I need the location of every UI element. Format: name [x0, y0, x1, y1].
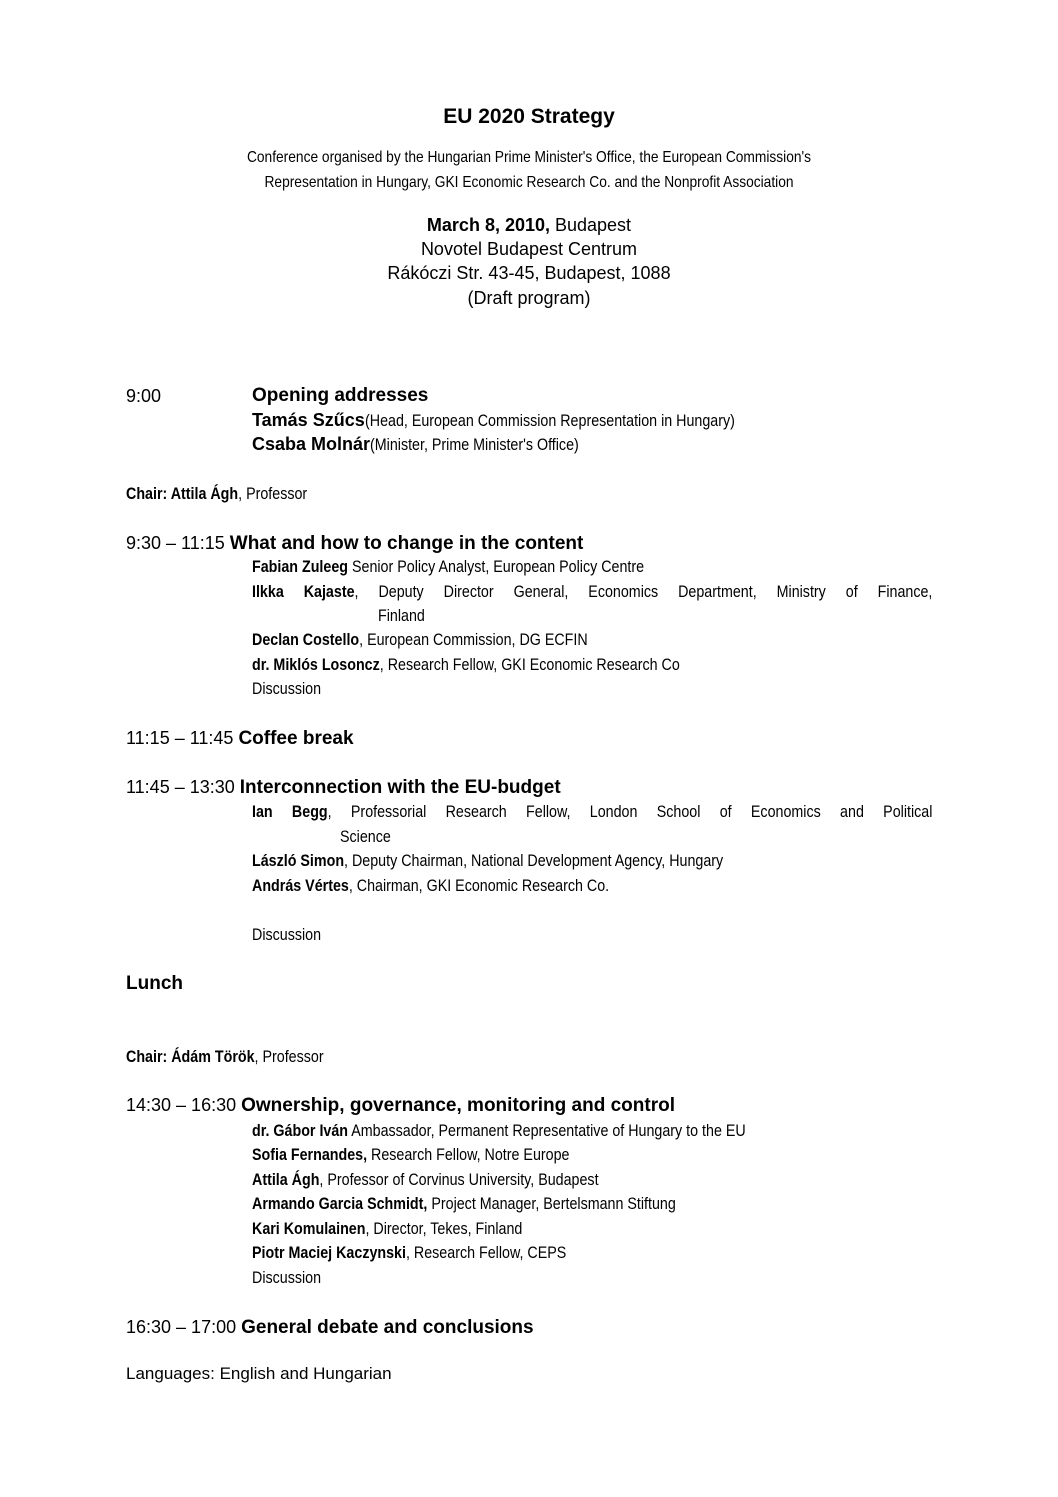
- speaker: Declan Costello, European Commission, DG ECFIN: [252, 630, 588, 649]
- speaker: dr. Miklós Losoncz, Research Fellow, GKI Economic Research Co: [252, 655, 680, 674]
- discussion: Discussion: [252, 1268, 322, 1287]
- speaker-continued: Science: [340, 827, 391, 846]
- session-1-header: [126, 534, 583, 553]
- speaker-role: (Head, European Commission Representation in Hungary): [364, 411, 735, 430]
- opening-title: Opening addresses: [252, 385, 429, 406]
- lunch: Lunch: [126, 973, 183, 994]
- document-title: EU 2020 Strategy: [443, 105, 615, 128]
- subtitle-line-2: Representation in Hungary, GKI Economic Research Co. and the Nonprofit Association: [264, 174, 794, 191]
- speaker: Sofia Fernandes, Research Fellow, Notre Europe: [252, 1145, 570, 1164]
- address: Rákóczi Str. 43-45, Budapest, 1088: [387, 263, 671, 283]
- speaker: Ilkka Kajaste, Deputy Director General, Economics Department, Ministry of Finance,: [252, 582, 933, 601]
- speaker: Armando Garcia Schmidt, Project Manager, Bertelsmann Stiftung: [252, 1194, 676, 1213]
- closing-session: 16:30 – 17:00 General debate and conclusions: [126, 1317, 534, 1338]
- speaker: László Simon, Deputy Chairman, National Development Agency, Hungary: [252, 851, 724, 870]
- discussion: Discussion: [252, 679, 322, 698]
- speaker: Kari Komulainen, Director, Tekes, Finland: [252, 1219, 523, 1238]
- date: March 8, 2010,: [426, 215, 550, 235]
- discussion: Discussion: [252, 925, 322, 944]
- session-time: 9:30 – 11:15: [126, 533, 230, 553]
- speaker: Attila Ágh, Professor of Corvinus University, Budapest: [252, 1170, 599, 1189]
- draft-note: (Draft program): [467, 288, 591, 308]
- speaker: András Vértes, Chairman, GKI Economic Research Co.: [252, 876, 610, 895]
- chair-2: Chair: Ádám Török, Professor: [126, 1047, 324, 1066]
- session-time: 11:45 – 13:30: [126, 777, 240, 797]
- speaker-role: (Minister, Prime Minister's Office): [370, 435, 579, 454]
- opening-time: 9:00: [126, 386, 162, 406]
- session-2-header: [126, 778, 561, 797]
- speaker: Piotr Maciej Kaczynski, Research Fellow, CEPS: [252, 1243, 567, 1262]
- speaker: dr. Gábor Iván Ambassador, Permanent Representative of Hungary to the EU: [252, 1121, 746, 1140]
- speaker-continued: Finland: [378, 606, 425, 625]
- city: Budapest: [550, 215, 632, 235]
- coffee-break: 11:15 – 11:45 Coffee break: [126, 728, 354, 749]
- event-date: [0, 216, 1058, 234]
- speaker: [252, 411, 805, 429]
- session-3-header: [126, 1096, 675, 1115]
- speaker: Ian Begg, Professorial Research Fellow, London School of Economics and Political: [252, 802, 933, 821]
- subtitle-line-1: Conference organised by the Hungarian Prime Minister's Office, the European Commission's: [246, 149, 812, 166]
- speaker-name: Tamás Szűcs: [252, 410, 365, 430]
- speaker-name: Csaba Molnár: [252, 434, 371, 454]
- speaker: Fabian Zuleeg Senior Policy Analyst, European Policy Centre: [252, 557, 645, 576]
- chair-1: Chair: Attila Ágh, Professor: [126, 484, 308, 503]
- session-title: What and how to change in the content: [229, 533, 584, 554]
- session-title: Interconnection with the EU-budget: [239, 777, 561, 798]
- session-title: Ownership, governance, monitoring and control: [241, 1095, 675, 1116]
- session-time: 14:30 – 16:30: [126, 1095, 242, 1115]
- speaker: [252, 435, 619, 453]
- languages: Languages: English and Hungarian: [126, 1364, 392, 1383]
- venue: Novotel Budapest Centrum: [420, 239, 638, 259]
